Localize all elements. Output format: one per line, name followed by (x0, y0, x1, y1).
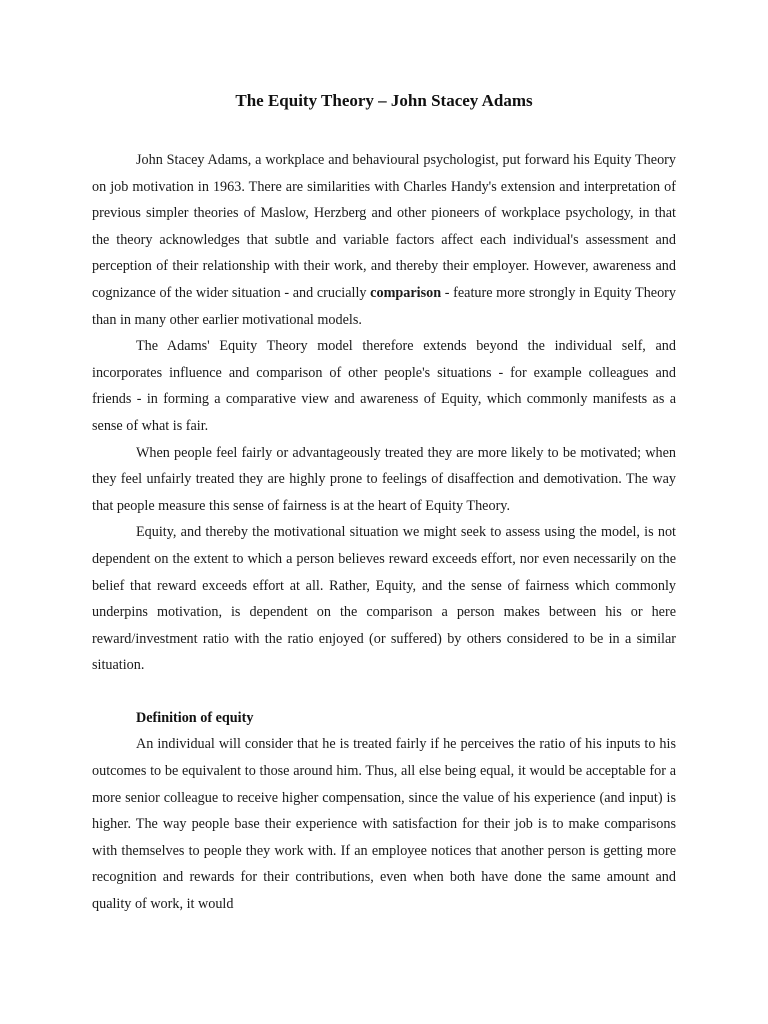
emphasis-comparison: comparison (370, 284, 442, 301)
paragraph-intro (92, 147, 676, 333)
paragraph-intro-text-end: - feature more strongly in Equity Theory than in many other earlier motivational models. (92, 284, 676, 328)
document-title: The Equity Theory – John Stacey Adams (235, 91, 533, 110)
paragraph-ratio: Equity, and thereby the motivational situation we might seek to assess using the model, is not dependent on the extent to which a person believes reward exceeds effort, nor even necessarily on the belief that reward exceeds effort at all. Rather, Equity, and the sense of fairness which commonly underpins motivation, is dependent on the comparison a person makes between his or here reward/investment ratio with the ratio enjoyed (or suffered) by others considered to be in a similar situation. (92, 524, 676, 674)
paragraph-intro-text-start: John Stacey Adams, a workplace and behavioural psychologist, put forward his Equity Theory on job motivation in 1963. There are similarities with Charles Handy's extension and interpretation of previous simpler theories of Maslow, Herzberg and other pioneers of workplace psychology, in that the theory acknowledges that subtle and variable factors affect each individual's assessment and perception of their relationship with their work, and thereby their employer. However, awareness and cognizance of the wider situation - and crucially (92, 152, 676, 301)
paragraph-fairness: When people feel fairly or advantageously treated they are more likely to be motivated; when they feel unfairly treated they are highly prone to feelings of disaffection and demotivation. The way that people measure this sense of fairness is at the heart of Equity Theory. (92, 444, 676, 514)
paragraph-definition: An individual will consider that he is treated fairly if he perceives the ratio of his inputs to his outcomes to be equivalent to those around him. Thus, all else being equal, it would be acceptable for a more senior colleague to receive higher compensation, since the value of his experience (and input) is higher. The way people base their experience with satisfaction for their job is to make comparisons with themselves to people they work with. If an employee notices that another person is getting more recognition and rewards for their contributions, even when both have done the same amount and quality of work, it would (92, 736, 676, 913)
paragraph-model: The Adams' Equity Theory model therefore extends beyond the individual self, and incorporates influence and comparison of other people's situations - for example colleagues and friends - in forming a comparative view and awareness of Equity, which commonly manifests as a sense of what is fair. (92, 338, 676, 434)
document-body (92, 88, 676, 918)
section-heading-definition: Definition of equity (136, 709, 254, 726)
